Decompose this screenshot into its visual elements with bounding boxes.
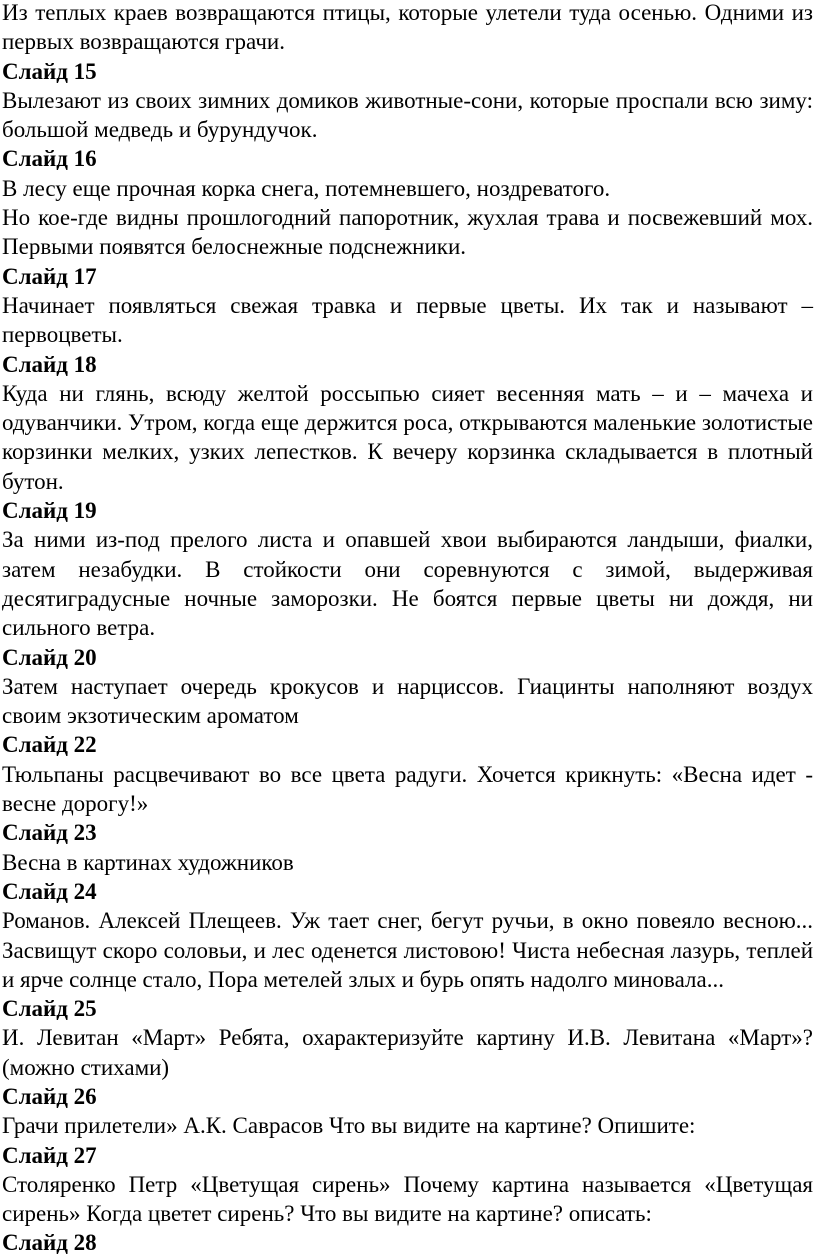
slide-title: Слайд 16	[2, 146, 97, 172]
section-slide-23	[2, 818, 813, 877]
paragraph: Тюльпаны расцвечивают во все цвета радуги. Хочется крикнуть: «Весна идет - весне дорогу!»	[2, 761, 813, 817]
intro-paragraph: Из теплых краев возвращаются птицы, которые улетели туда осенью. Одними из первых возвращаются грачи.	[2, 0, 813, 55]
section-slide-18	[2, 350, 813, 496]
section-slide-19	[2, 496, 813, 642]
section-slide-16	[2, 144, 813, 261]
section-slide-27	[2, 1141, 813, 1229]
slide-title: Слайд 22	[2, 732, 97, 758]
section-slide-25	[2, 994, 813, 1082]
slide-title: Слайд 19	[2, 498, 97, 524]
slide-title: Слайд 15	[2, 58, 97, 84]
slide-title: Слайд 26	[2, 1083, 97, 1109]
paragraph: Весна в картинах художников	[2, 849, 294, 875]
paragraph: В лесу еще прочная корка снега, потемневшего, ноздреватого.	[2, 175, 611, 201]
section-slide-17	[2, 262, 813, 350]
slide-title: Слайд 27	[2, 1142, 97, 1168]
paragraph: Вылезают из своих зимних домиков животные-сони, которые проспали всю зиму: большой медведь и бурундучок.	[2, 87, 813, 143]
section-slide-22	[2, 730, 813, 818]
section-slide-20	[2, 643, 813, 731]
slide-title: Слайд 18	[2, 351, 97, 377]
slide-title: Слайд 20	[2, 644, 97, 670]
slide-title: Слайд 24	[2, 878, 97, 904]
slide-title: Слайд 28	[2, 1230, 97, 1256]
section-slide-15	[2, 57, 813, 145]
paragraph: И. Левитан «Март» Ребята, охарактеризуйте картину И.В. Левитана «Март»? (можно стихами)	[2, 1025, 813, 1080]
slide-title: Слайд 25	[2, 996, 97, 1022]
paragraph: Грачи прилетели» А.К. Саврасов Что вы видите на картине? Опишите:	[2, 1113, 696, 1139]
slide-title: Слайд 17	[2, 263, 97, 289]
paragraph: Но кое-где видны прошлогодний папоротник, жухлая трава и посвежевший мох. Первыми появятся белоснежные подснежники.	[2, 205, 813, 260]
paragraph: Столяренко Петр «Цветущая сирень» Почему картина называется «Цветущая сирень» Когда цветет сирень? Что вы видите на картине? описать:	[2, 1171, 813, 1227]
paragraph: Романов. Алексей Плещеев. Уж тает снег, бегут ручьи, в окно повеяло весною... Засвищут скоро соловьи, и лес оденется листовою! Чиста небесная лазурь, теплей и ярче солнце стало, Пора метелей злых и бурь опять надолго миновала...	[2, 908, 813, 992]
section-slide-24	[2, 877, 813, 994]
slide-title: Слайд 23	[2, 820, 97, 846]
paragraph: Затем наступает очередь крокусов и нарциссов. Гиацинты наполняют воздух своим экзотическим ароматом	[2, 673, 813, 729]
section-slide-26	[2, 1082, 813, 1141]
paragraph: Куда ни глянь, всюду желтой россыпью сияет весенняя мать – и – мачеха и одуванчики. Утром, когда еще держится роса, открываются маленькие золотистые корзинки мелких, узких лепестков. К вечеру корзинка складывается в плотный бутон.	[2, 380, 813, 494]
paragraph: Начинает появляться свежая травка и первые цветы. Их так и называют – первоцветы.	[2, 292, 813, 348]
section-slide-28	[2, 1228, 813, 1257]
paragraph: За ними из-под прелого листа и опавшей хвои выбираются ландыши, фиалки, затем незабудки. В стойкости они соревнуются с зимой, выдерживая десятиградусные ночные заморозки. Не боятся первые цветы ни дождя, ни сильного ветра.	[2, 527, 813, 641]
